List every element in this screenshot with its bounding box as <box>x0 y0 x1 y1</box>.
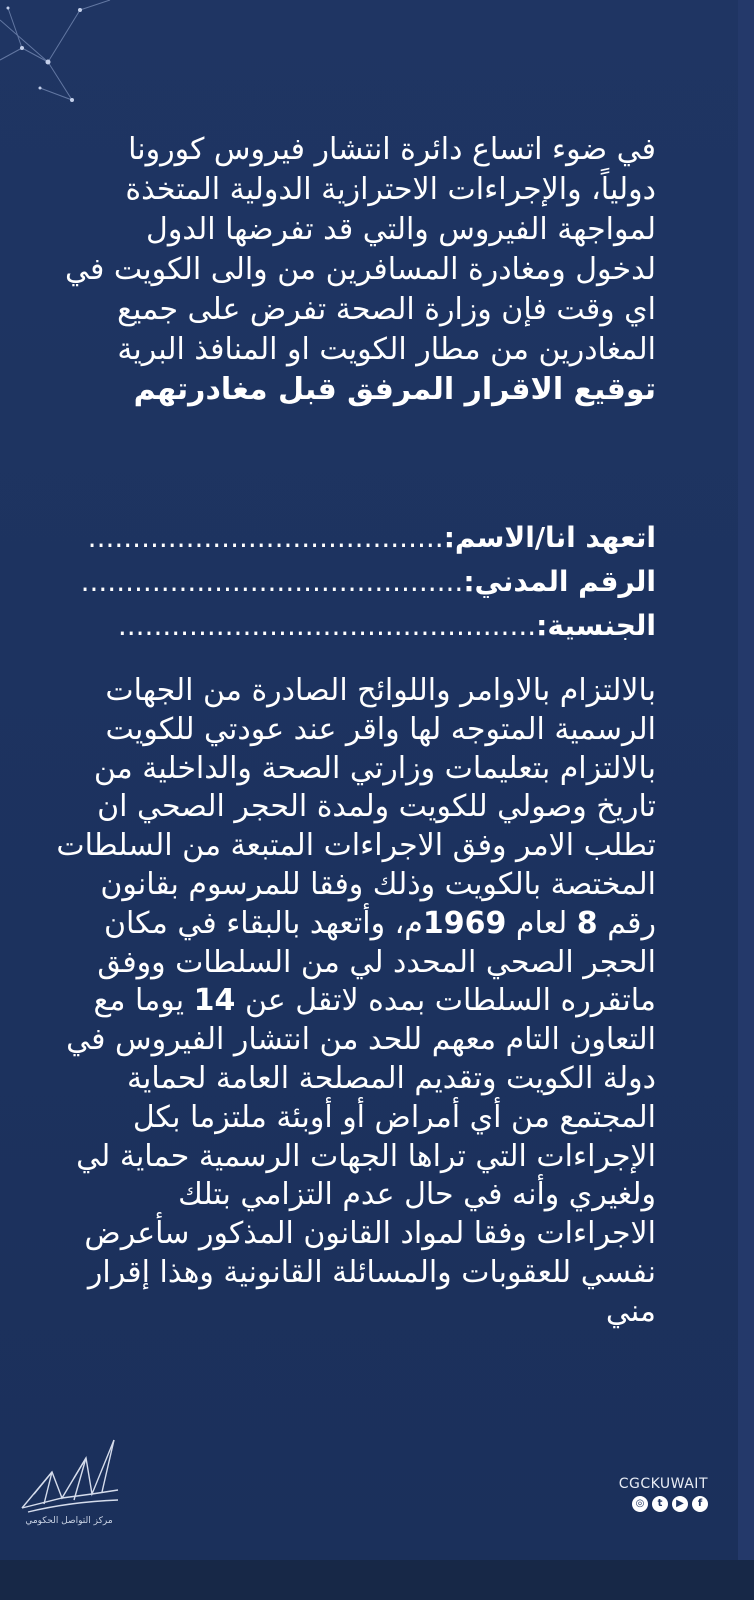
youtube-icon[interactable]: ▶ <box>672 1496 688 1512</box>
name-blank: ........................................ <box>87 521 444 554</box>
civil-id-label: الرقم المدني: <box>463 565 656 598</box>
name-field <box>56 518 656 558</box>
intro-paragraph <box>56 130 656 410</box>
instagram-icon[interactable]: ◎ <box>632 1496 648 1512</box>
pledge-text-4: يوما مع التعاون التام معهم للحد من انتشار الفيروس في دولة الكويت وتقديم المصلحة العامة لحماية المجتمع من أي أمراض أو أوبئة ملتزما بكل الإجراءات التي تراها الجهات الرسمية حماية لي ولغيري وأنه في حال عدم التزامي بتلك الاجراءات وفقا لمواد القانون المذكور سأعرض نفسي للعقوبات والمسائلة القانونية وهذا إقرار مني <box>66 983 656 1329</box>
cgc-logo-icon <box>14 1420 124 1530</box>
civil-id-blank: ........................................... <box>80 565 464 598</box>
brand-handle: CGCKUWAIT <box>618 1476 708 1492</box>
pledge-text-1: بالالتزام بالاوامر واللوائح الصادرة من الجهات الرسمية المتوجه لها واقر عند عودتي للكويت بالالتزام بتعليمات وزارتي الصحة والداخلية من تاريخ وصولي للكويت ولمدة الحجر الصحي ان تطلب الامر وفق الاجراءات المتبعة من السلطات المختصة بالكويت وذلك وفقا للمرسوم بقانون رقم <box>56 673 656 941</box>
pledge-text-2: لعام <box>515 905 568 941</box>
facebook-icon[interactable]: f <box>692 1496 708 1512</box>
nationality-blank: ............................................... <box>117 609 537 642</box>
quarantine-days: 14 <box>193 983 236 1019</box>
bottom-bar <box>0 1560 754 1600</box>
nationality-label: الجنسية: <box>536 609 656 642</box>
law-year: 1969 <box>422 905 507 941</box>
twitter-icon[interactable]: t <box>652 1496 668 1512</box>
right-edge-strip <box>738 0 754 1560</box>
civil-id-field <box>56 562 656 602</box>
network-decoration-icon <box>0 0 150 120</box>
name-label: اتعهد انا/الاسم: <box>443 521 656 554</box>
social-icons <box>632 1496 708 1512</box>
law-number: 8 <box>576 905 598 941</box>
pledge-text-3: م، وأتعهد بالبقاء في مكان الحجر الصحي المحدد لي من السلطات ووفق ماتقرره السلطات بمده لاتقل عن <box>97 905 656 1019</box>
nationality-field <box>56 606 656 646</box>
pledge-paragraph <box>56 672 656 1332</box>
intro-bold-text: توقيع الاقرار المرفق قبل مغادرتهم <box>133 372 656 407</box>
logo-caption: مركز التواصل الحكومي <box>25 1516 113 1526</box>
intro-text: في ضوء اتساع دائرة انتشار فيروس كورونا دولياً، والإجراءات الاحترازية الدولية المتخذة لمواجهة الفيروس والتي قد تفرضها الدول لدخول ومغادرة المسافرين من والى الكويت في اي وقت فإن وزارة الصحة تفرض على جميع المغادرين من مطار الكويت او المنافذ البرية <box>64 132 656 367</box>
